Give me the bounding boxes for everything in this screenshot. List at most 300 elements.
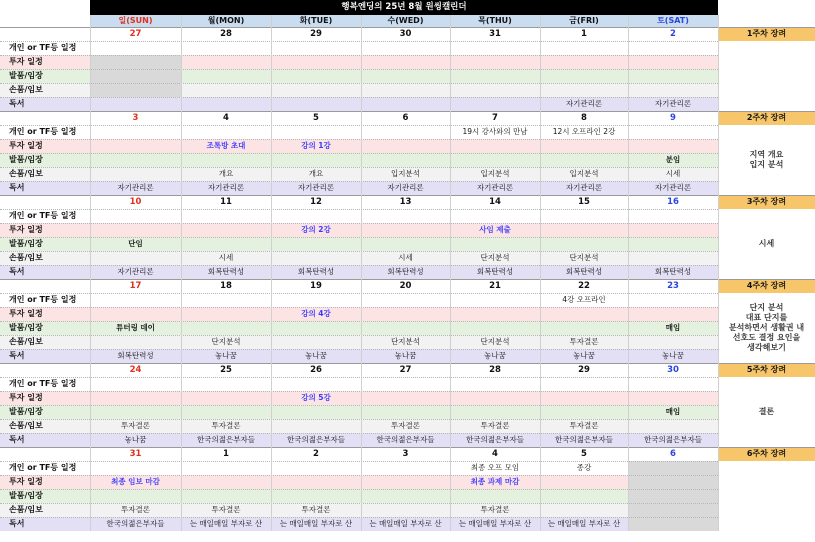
event-cell — [90, 223, 181, 237]
date-cell: 28 — [450, 363, 540, 377]
event-cell: 매임 — [628, 405, 718, 419]
week-label: 1주차 장려 — [718, 27, 815, 41]
date-cell: 29 — [540, 363, 628, 377]
event-cell: 투자결론 — [90, 419, 181, 433]
date-cell: 17 — [90, 279, 181, 293]
row-divider — [0, 209, 718, 210]
event-cell: 단지분석 — [450, 251, 540, 265]
event-cell — [361, 153, 450, 167]
event-cell — [540, 391, 628, 405]
row-label: 손품/임보 — [0, 503, 90, 517]
event-cell: 자기관리론 — [628, 97, 718, 111]
day-header-2: 화(TUE) — [271, 15, 361, 27]
week-topic — [718, 377, 815, 447]
event-cell: 는 매일매일 부자로 산 — [361, 517, 450, 531]
event-cell: 는 매일매일 부자로 산 — [540, 517, 628, 531]
event-cell: 놓나꿈 — [90, 433, 181, 447]
event-cell — [628, 335, 718, 349]
event-cell: 강의 2강 — [271, 223, 361, 237]
week-label: 4주차 장려 — [718, 279, 815, 293]
event-cell: 자기관리론 — [361, 181, 450, 195]
event-cell — [450, 97, 540, 111]
date-cell: 3 — [90, 111, 181, 125]
day-header-5: 금(FRI) — [540, 15, 628, 27]
event-cell: 투자결론 — [450, 419, 540, 433]
event-cell — [450, 139, 540, 153]
event-cell: 입지분석 — [540, 167, 628, 181]
event-cell — [628, 293, 718, 307]
event-cell: 는 매일매일 부자로 산 — [181, 517, 271, 531]
row-divider — [0, 419, 718, 420]
row-divider — [0, 69, 718, 70]
event-cell — [361, 293, 450, 307]
row-divider — [0, 475, 718, 476]
row-divider — [0, 97, 718, 98]
date-cell: 5 — [271, 111, 361, 125]
day-header-4: 목(THU) — [450, 15, 540, 27]
event-cell — [90, 377, 181, 391]
row-divider — [0, 55, 718, 56]
day-header-3: 수(WED) — [361, 15, 450, 27]
event-cell: 놓나꿈 — [271, 349, 361, 363]
event-cell: 자기관리론 — [450, 181, 540, 195]
event-cell — [90, 41, 181, 55]
event-cell — [450, 377, 540, 391]
event-cell: 19시 강사와의 만남 — [450, 125, 540, 139]
event-cell: 개요 — [181, 167, 271, 181]
week-divider — [0, 447, 815, 448]
week-label: 5주차 장려 — [718, 363, 815, 377]
week-topic-line: 단지 분석 — [749, 303, 784, 312]
event-cell — [540, 153, 628, 167]
week-topic — [718, 209, 815, 279]
event-cell: 단지분석 — [450, 335, 540, 349]
row-divider — [0, 251, 718, 252]
event-cell — [540, 209, 628, 223]
row-label: 개인 or TF등 일정 — [0, 293, 90, 307]
event-cell — [181, 209, 271, 223]
event-cell — [271, 125, 361, 139]
event-cell: 자기관리론 — [540, 97, 628, 111]
event-cell: 회복탄력성 — [181, 265, 271, 279]
row-label: 독서 — [0, 349, 90, 363]
week-divider — [0, 111, 815, 112]
event-cell: 개요 — [271, 167, 361, 181]
event-cell — [361, 69, 450, 83]
event-cell: 투자결론 — [181, 419, 271, 433]
event-cell: 단지분석 — [361, 335, 450, 349]
event-cell — [181, 405, 271, 419]
event-cell — [361, 83, 450, 97]
row-divider — [0, 503, 718, 504]
event-cell — [540, 223, 628, 237]
date-cell: 3 — [361, 447, 450, 461]
week-topic-line: 생각해보기 — [747, 343, 786, 352]
event-cell: 회복탄력성 — [540, 265, 628, 279]
event-cell: 단지분석 — [181, 335, 271, 349]
event-cell — [450, 55, 540, 69]
event-cell — [628, 377, 718, 391]
event-cell: 시세 — [628, 167, 718, 181]
week-topic-line: 시세 — [758, 239, 775, 248]
week-topic — [718, 41, 815, 111]
event-cell — [361, 461, 450, 475]
row-label: 투자 일정 — [0, 475, 90, 489]
week-topic-line: 지역 개요 — [749, 150, 784, 159]
event-cell — [628, 461, 718, 475]
date-cell: 31 — [90, 447, 181, 461]
event-cell: 종강 — [540, 461, 628, 475]
event-cell: 시세 — [181, 251, 271, 265]
event-cell — [90, 209, 181, 223]
event-cell: 투자결론 — [181, 503, 271, 517]
date-cell: 4 — [181, 111, 271, 125]
event-cell — [450, 237, 540, 251]
date-cell: 19 — [271, 279, 361, 293]
week-band-label-blank — [0, 363, 90, 377]
week-band-label-blank — [0, 27, 90, 41]
date-cell: 6 — [361, 111, 450, 125]
event-cell — [361, 223, 450, 237]
event-cell — [450, 321, 540, 335]
week-label: 2주차 장려 — [718, 111, 815, 125]
row-divider — [0, 293, 718, 294]
week-band-label-blank — [0, 279, 90, 293]
event-cell: 투자결론 — [361, 419, 450, 433]
event-cell: 최종 과제 마감 — [450, 475, 540, 489]
event-cell — [540, 377, 628, 391]
event-cell — [361, 209, 450, 223]
column-divider — [628, 15, 629, 531]
week-topic — [718, 461, 815, 531]
column-divider — [718, 15, 719, 531]
row-label: 개인 or TF등 일정 — [0, 209, 90, 223]
row-divider — [0, 153, 718, 154]
date-cell: 10 — [90, 195, 181, 209]
event-cell — [361, 237, 450, 251]
event-cell: 투자결론 — [540, 419, 628, 433]
date-cell: 20 — [361, 279, 450, 293]
date-cell: 31 — [450, 27, 540, 41]
row-label: 발품/임장 — [0, 489, 90, 503]
event-cell: 한국의젊은부자들 — [361, 433, 450, 447]
event-cell: 투자결론 — [540, 335, 628, 349]
event-cell — [628, 251, 718, 265]
column-divider — [90, 15, 91, 531]
event-cell — [628, 83, 718, 97]
event-cell: 한국의젊은부자들 — [628, 433, 718, 447]
week-topic-line: 결론 — [758, 407, 775, 416]
event-cell — [271, 377, 361, 391]
event-cell — [271, 97, 361, 111]
event-cell — [361, 307, 450, 321]
event-cell — [628, 489, 718, 503]
event-cell — [628, 55, 718, 69]
week-band-label-blank — [0, 447, 90, 461]
event-cell — [540, 83, 628, 97]
event-cell: 시세 — [361, 251, 450, 265]
event-cell: 입지분석 — [361, 167, 450, 181]
day-header-0: 일(SUN) — [90, 15, 181, 27]
event-cell — [450, 153, 540, 167]
date-cell: 4 — [450, 447, 540, 461]
event-cell — [90, 153, 181, 167]
event-cell: 놓나꿈 — [181, 349, 271, 363]
event-cell — [90, 167, 181, 181]
row-label: 발품/임장 — [0, 321, 90, 335]
week-topic-line: 선호도 결정 요인을 — [732, 333, 801, 342]
event-cell — [181, 41, 271, 55]
event-cell — [628, 391, 718, 405]
row-label: 독서 — [0, 517, 90, 531]
event-cell — [181, 83, 271, 97]
date-cell: 18 — [181, 279, 271, 293]
event-cell: 단임 — [90, 237, 181, 251]
event-cell: 자기관리론 — [540, 181, 628, 195]
event-cell: 입지분석 — [450, 167, 540, 181]
date-cell: 12 — [271, 195, 361, 209]
event-cell: 는 매일매일 부자로 산 — [271, 517, 361, 531]
event-cell — [450, 41, 540, 55]
event-cell — [628, 41, 718, 55]
event-cell — [628, 139, 718, 153]
event-cell: 최종 임보 마감 — [90, 475, 181, 489]
event-cell — [271, 83, 361, 97]
week-band-label-blank — [0, 111, 90, 125]
event-cell — [628, 237, 718, 251]
row-divider — [0, 517, 718, 518]
day-header-6: 토(SAT) — [628, 15, 718, 27]
event-cell — [181, 321, 271, 335]
row-divider — [0, 433, 718, 434]
row-label: 독서 — [0, 97, 90, 111]
event-cell — [181, 237, 271, 251]
event-cell: 강의 5강 — [271, 391, 361, 405]
event-cell: 투자결론 — [450, 503, 540, 517]
event-cell — [628, 307, 718, 321]
row-divider — [0, 391, 718, 392]
row-label: 손품/임보 — [0, 83, 90, 97]
event-cell — [181, 125, 271, 139]
date-cell: 21 — [450, 279, 540, 293]
row-divider — [0, 405, 718, 406]
event-cell: 매임 — [628, 321, 718, 335]
event-cell — [540, 405, 628, 419]
event-cell — [271, 69, 361, 83]
event-cell — [181, 293, 271, 307]
event-cell — [540, 503, 628, 517]
event-cell — [271, 461, 361, 475]
row-divider — [0, 167, 718, 168]
event-cell — [181, 475, 271, 489]
event-cell: 분임 — [628, 153, 718, 167]
row-divider — [0, 489, 718, 490]
date-cell: 25 — [181, 363, 271, 377]
row-divider — [0, 265, 718, 266]
event-cell — [628, 503, 718, 517]
event-cell — [90, 293, 181, 307]
column-divider — [271, 15, 272, 531]
event-cell — [271, 489, 361, 503]
row-label: 발품/임장 — [0, 405, 90, 419]
row-label: 독서 — [0, 181, 90, 195]
row-label: 개인 or TF등 일정 — [0, 41, 90, 55]
event-cell: 회복탄력성 — [450, 265, 540, 279]
calendar-title: 행복엔딩의 25년 8월 원씽캘린더 — [90, 0, 718, 15]
event-cell — [450, 405, 540, 419]
week-divider — [0, 195, 815, 196]
row-label: 독서 — [0, 265, 90, 279]
event-cell: 조톡방 초대 — [181, 139, 271, 153]
event-cell — [450, 307, 540, 321]
week-divider — [0, 363, 815, 364]
event-cell — [181, 153, 271, 167]
event-cell — [540, 489, 628, 503]
event-cell — [361, 405, 450, 419]
date-cell: 30 — [628, 363, 718, 377]
event-cell — [628, 419, 718, 433]
event-cell: 강의 1강 — [271, 139, 361, 153]
event-cell — [540, 41, 628, 55]
event-cell: 자기관리론 — [181, 181, 271, 195]
row-label: 발품/임장 — [0, 69, 90, 83]
week-divider — [0, 279, 815, 280]
date-cell: 8 — [540, 111, 628, 125]
event-cell: 놓나꿈 — [361, 349, 450, 363]
event-cell — [540, 55, 628, 69]
date-cell: 1 — [540, 27, 628, 41]
row-divider — [0, 377, 718, 378]
event-cell — [271, 419, 361, 433]
event-cell: 튜터링 데이 — [90, 321, 181, 335]
event-cell: 4강 오프라인 — [540, 293, 628, 307]
event-cell — [628, 223, 718, 237]
column-divider — [361, 15, 362, 531]
event-cell: 사임 제출 — [450, 223, 540, 237]
date-cell: 6 — [628, 447, 718, 461]
event-cell — [361, 475, 450, 489]
event-cell: 최종 오프 모임 — [450, 461, 540, 475]
row-divider — [0, 181, 718, 182]
event-cell — [90, 405, 181, 419]
event-cell — [361, 55, 450, 69]
event-cell: 놓나꿈 — [450, 349, 540, 363]
event-cell: 회복탄력성 — [90, 349, 181, 363]
row-label: 손품/임보 — [0, 251, 90, 265]
event-cell: 자기관리론 — [90, 181, 181, 195]
event-cell — [361, 41, 450, 55]
event-cell — [628, 517, 718, 531]
event-cell — [361, 503, 450, 517]
row-label: 손품/임보 — [0, 335, 90, 349]
event-cell — [90, 83, 181, 97]
event-cell — [271, 237, 361, 251]
event-cell — [271, 475, 361, 489]
week-topic — [718, 293, 815, 363]
day-header-1: 월(MON) — [181, 15, 271, 27]
row-divider — [0, 139, 718, 140]
column-divider — [181, 15, 182, 531]
event-cell — [628, 69, 718, 83]
week-topic — [718, 125, 815, 195]
event-cell — [271, 251, 361, 265]
date-cell: 27 — [90, 27, 181, 41]
event-cell — [540, 307, 628, 321]
row-label: 발품/임장 — [0, 153, 90, 167]
date-cell: 9 — [628, 111, 718, 125]
event-cell — [450, 391, 540, 405]
event-cell: 한국의젊은부자들 — [540, 433, 628, 447]
row-divider — [0, 41, 718, 42]
week-label: 6주차 장려 — [718, 447, 815, 461]
event-cell — [90, 307, 181, 321]
event-cell — [90, 55, 181, 69]
row-divider — [0, 461, 718, 462]
event-cell — [271, 209, 361, 223]
event-cell: 자기관리론 — [90, 265, 181, 279]
row-divider — [0, 307, 718, 308]
event-cell — [271, 293, 361, 307]
event-cell — [90, 69, 181, 83]
date-cell: 15 — [540, 195, 628, 209]
week-topic-line: 대표 단지를 — [745, 313, 788, 322]
event-cell — [181, 461, 271, 475]
event-cell — [181, 97, 271, 111]
event-cell — [450, 69, 540, 83]
event-cell — [540, 237, 628, 251]
event-cell — [90, 461, 181, 475]
event-cell: 회복탄력성 — [271, 265, 361, 279]
date-cell: 1 — [181, 447, 271, 461]
week-divider — [0, 27, 815, 28]
row-divider — [0, 237, 718, 238]
event-cell — [450, 209, 540, 223]
event-cell: 강의 4강 — [271, 307, 361, 321]
event-cell — [271, 335, 361, 349]
event-cell — [450, 293, 540, 307]
row-label: 투자 일정 — [0, 391, 90, 405]
row-divider — [0, 223, 718, 224]
row-divider — [0, 335, 718, 336]
event-cell — [450, 83, 540, 97]
event-cell — [181, 223, 271, 237]
event-cell: 자기관리론 — [271, 181, 361, 195]
date-cell: 29 — [271, 27, 361, 41]
event-cell — [450, 489, 540, 503]
date-cell: 28 — [181, 27, 271, 41]
event-cell — [540, 475, 628, 489]
date-cell: 22 — [540, 279, 628, 293]
event-cell: 놓나꿈 — [540, 349, 628, 363]
event-cell — [90, 139, 181, 153]
event-cell — [181, 69, 271, 83]
date-cell: 11 — [181, 195, 271, 209]
event-cell — [361, 125, 450, 139]
event-cell — [361, 321, 450, 335]
event-cell: 한국의젊은부자들 — [271, 433, 361, 447]
event-cell — [181, 391, 271, 405]
date-cell: 2 — [271, 447, 361, 461]
event-cell — [361, 377, 450, 391]
event-cell — [540, 69, 628, 83]
date-cell: 5 — [540, 447, 628, 461]
week-label: 3주차 장려 — [718, 195, 815, 209]
event-cell — [90, 391, 181, 405]
event-cell — [271, 153, 361, 167]
event-cell — [181, 489, 271, 503]
event-cell: 투자결론 — [271, 503, 361, 517]
event-cell — [90, 97, 181, 111]
